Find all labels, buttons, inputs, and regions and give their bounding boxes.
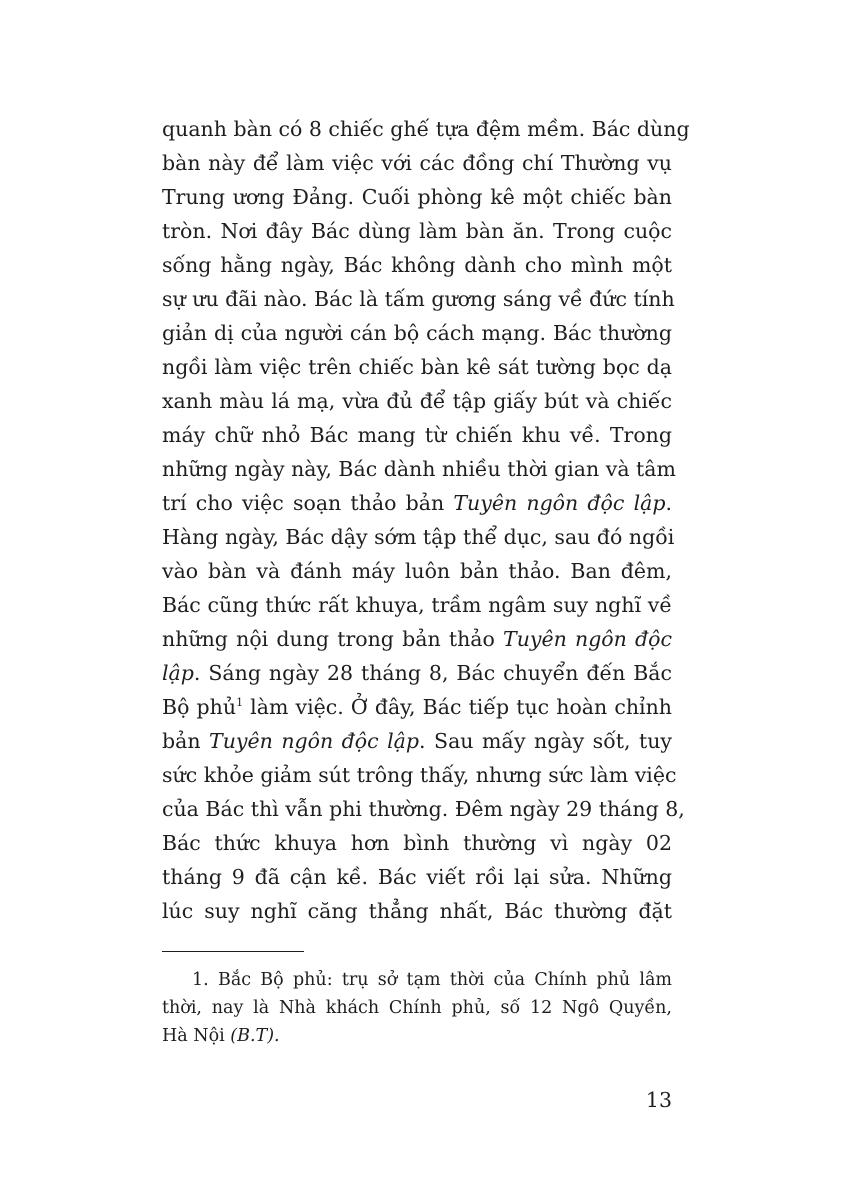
text-line	[162, 826, 672, 860]
footnote-line	[162, 994, 672, 1022]
text-line	[162, 486, 672, 520]
text-run: những nội dung trong bản thảo	[162, 627, 504, 651]
text-run: tháng 9 đã cận kề. Bác viết rồi lại sửa. Những	[162, 865, 672, 889]
text-line	[162, 282, 675, 316]
page-number: 13	[645, 1088, 672, 1112]
text-run: những ngày này, Bác dành nhiều thời gian và tâm	[162, 457, 676, 481]
text-run: máy chữ nhỏ Bác mang từ chiến khu về. Trong	[162, 423, 672, 447]
text-line	[162, 248, 672, 282]
text-line	[162, 146, 672, 180]
text-run: ngồi làm việc trên chiếc bàn kê sát tường bọc dạ	[162, 355, 672, 379]
text-line	[162, 554, 672, 588]
text-run: tròn. Nơi đây Bác dùng làm bàn ăn. Trong cuộc	[162, 219, 672, 243]
text-run: thời, nay là Nhà khách Chính phủ, số 12 Ngô Quyền,	[162, 998, 672, 1018]
text-line	[162, 622, 672, 656]
text-line	[162, 724, 672, 758]
text-run: vào bàn và đánh máy luôn bản thảo. Ban đêm,	[162, 559, 672, 583]
text-line	[162, 384, 672, 418]
text-run: trí cho việc soạn thảo bản	[162, 491, 454, 515]
italic-title: (B.T).	[230, 1026, 280, 1046]
text-line	[162, 452, 676, 486]
italic-title: Tuyên ngôn độc	[503, 627, 672, 651]
body-paragraph	[162, 112, 690, 928]
text-line	[162, 520, 675, 554]
text-run: giản dị của người cán bộ cách mạng. Bác thường	[162, 321, 672, 345]
text-line	[162, 758, 677, 792]
text-run: bản	[162, 729, 210, 753]
footnote-divider	[162, 951, 304, 952]
text-run: Hà Nội	[162, 1026, 231, 1046]
text-line	[162, 418, 672, 452]
italic-title: Tuyên ngôn độc lập	[453, 491, 666, 515]
text-line	[162, 690, 672, 724]
text-run: bàn này để làm việc với các đồng chí Thường vụ	[162, 151, 672, 175]
text-run: xanh màu lá mạ, vừa đủ để tập giấy bút và chiếc	[162, 389, 672, 413]
text-run: sức khỏe giảm sút trông thấy, nhưng sức làm việc	[162, 763, 677, 787]
text-line	[162, 180, 672, 214]
italic-title: lập	[162, 661, 194, 685]
footnote	[162, 966, 672, 1050]
text-run: sự ưu đãi nào. Bác là tấm gương sáng về đức tính	[162, 287, 675, 311]
text-run: Bác thức khuya hơn bình thường vì ngày 02	[162, 831, 672, 855]
text-run: . Sau mấy ngày sốt, tuy	[419, 729, 673, 753]
text-run: 1. Bắc Bộ phủ: trụ sở tạm thời của Chính phủ lâm	[192, 970, 672, 990]
text-run: của Bác thì vẫn phi thường. Đêm ngày 29 tháng 8,	[162, 797, 685, 821]
text-run: Bộ phủ	[162, 695, 237, 719]
text-line	[162, 860, 672, 894]
text-run: . Sáng ngày 28 tháng 8, Bác chuyển đến Bắc	[193, 661, 672, 685]
text-line	[162, 894, 672, 928]
text-run: Trung ương Đảng. Cuối phòng kê một chiếc bàn	[162, 185, 672, 209]
text-run: Bác cũng thức rất khuya, trầm ngâm suy nghĩ về	[162, 593, 672, 617]
text-line	[162, 214, 672, 248]
text-run: lúc suy nghĩ căng thẳng nhất, Bác thường đặt	[162, 899, 672, 923]
text-run: quanh bàn có 8 chiếc ghế tựa đệm mềm. Bác dùng	[162, 117, 690, 141]
text-run: .	[665, 491, 672, 515]
text-run: Hàng ngày, Bác dậy sớm tập thể dục, sau đó ngồi	[162, 525, 675, 549]
text-line	[162, 350, 672, 384]
text-run: sống hằng ngày, Bác không dành cho mình một	[162, 253, 672, 277]
text-line	[162, 656, 672, 690]
footnote-line	[162, 1022, 672, 1050]
text-line	[162, 588, 672, 622]
text-line	[162, 112, 690, 146]
italic-title: Tuyên ngôn độc lập	[209, 729, 420, 753]
text-line	[162, 792, 685, 826]
footnote-line	[162, 966, 672, 994]
text-run: làm việc. Ở đây, Bác tiếp tục hoàn chỉnh	[243, 695, 672, 719]
text-line	[162, 316, 672, 350]
footnote-marker: 1	[236, 696, 244, 709]
